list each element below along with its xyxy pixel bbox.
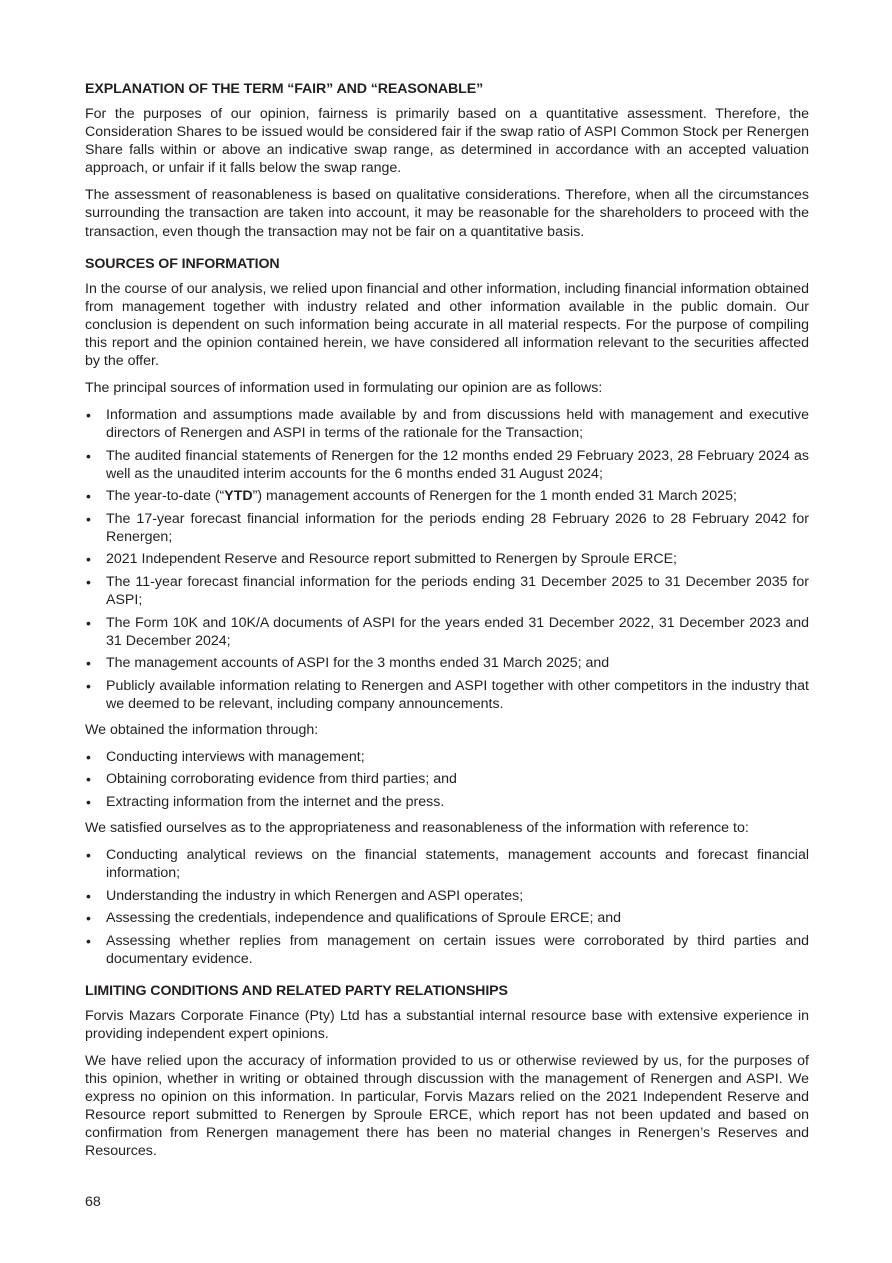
bullet-icon: • [86, 847, 91, 863]
bullet-icon: • [86, 447, 91, 464]
paragraph-reasonableness: The assessment of reasonableness is based on qualitative considerations. Therefore, when all the circumstances surrounding the transaction are taken into account, it may be reasonable for the shareholders to proceed with the transaction, even though the transaction may not be fair on a quantitative basis. [85, 187, 809, 240]
bullet-icon: • [86, 510, 91, 527]
list-item: • Publicly available information relating to Renergen and ASPI together with other competitors in the industry that we deemed to be relevant, including company announcements. [86, 677, 809, 712]
bullet-icon: • [86, 932, 91, 949]
heading-sources-of-information: SOURCES OF INFORMATION [85, 255, 280, 272]
obtained-through-list [85, 748, 809, 811]
bullet-icon: • [86, 407, 91, 424]
list-item: • 2021 Independent Reserve and Resource report submitted to Renergen by Sproule ERCE; [86, 551, 677, 568]
bullet-icon: • [86, 488, 91, 505]
bullet-icon: • [86, 887, 91, 904]
bullet-icon: • [86, 573, 91, 590]
bullet-icon: • [86, 655, 91, 672]
list-item: • The 11-year forecast financial information for the periods ending 31 December 2025 to 31 December 2035 for ASPI; [86, 573, 809, 609]
list-item: • Extracting information from the internet and the press. [86, 793, 445, 810]
list-item: • The 17-year forecast financial information for the periods ending 28 February 2026 to 28 February 2042 for Renergen; [86, 510, 809, 545]
list-item: • The Form 10K and 10K/A documents of ASPI for the years ended 31 December 2022, 31 December 2023 and 31 December 2024; [86, 614, 809, 649]
list-item: • Information and assumptions made available by and from discussions held with management and executive directors of Renergen and ASPI in terms of the rationale for the Transaction; [86, 407, 809, 442]
paragraph-forvis-mazars: Forvis Mazars Corporate Finance (Pty) Ltd has a substantial internal resource base with extensive experience in providing independent expert opinions. [85, 1007, 809, 1042]
bullet-icon: • [86, 677, 91, 694]
document-page [85, 80, 809, 1169]
satisfied-list [85, 846, 809, 968]
list-item: • Understanding the industry in which Renergen and ASPI operates; [86, 887, 524, 904]
paragraph-fairness: For the purposes of our opinion, fairness is primarily based on a quantitative assessment. Therefore, the Consideration Shares to be issued would be considered fair if the swap ratio of ASPI Common Stock per Renergen Share falls within or above an indicative swap range, as determined in accordance with an accepted valuation approach, or unfair if it falls below the swap range. [85, 106, 809, 177]
bullet-icon: • [86, 748, 91, 765]
paragraph-reliance: We have relied upon the accuracy of information provided to us or otherwise reviewed by us, for the purposes of this opinion, whether in writing or obtained through discussion with the management of Renergen and ASPI. We express no opinion on this information. In particular, Forvis Mazars relied on the 2021 Independent Reserve and Resource report submitted to Renergen by Sproule ERCE, which report has not been updated and based on confirmation from Renergen management there has been no material changes in Renergen’s Reserves and Resources. [85, 1052, 809, 1160]
paragraph-sources-intro: In the course of our analysis, we relied upon financial and other information, including financial information obtained from management together with industry related and other information available in the public domain. Our conclusion is dependent on such information being accurate in all material respects. For the purpose of compiling this report and the opinion contained herein, we have considered all information relevant to the securities affected by the offer. [85, 280, 809, 370]
ytd-abbreviation: YTD [224, 488, 253, 505]
list-item: • The year-to-date (“YTD”) management accounts of Renergen for the 1 month ended 31 March 2025; [86, 488, 737, 505]
list-item: • The management accounts of ASPI for the 3 months ended 31 March 2025; and [86, 655, 610, 672]
principal-sources-list [85, 406, 809, 713]
list-item: • Obtaining corroborating evidence from third parties; and [86, 771, 457, 788]
bullet-icon: • [86, 614, 91, 631]
list-item: • Conducting interviews with management; [86, 748, 365, 765]
list-item: • Assessing whether replies from management on certain issues were corroborated by third parties and documentary evidence. [86, 932, 809, 967]
bullet-icon: • [86, 793, 91, 810]
list-item: • Conducting analytical reviews on the financial statements, management accounts and forecast financial information; [86, 847, 809, 882]
paragraph-satisfied: We satisfied ourselves as to the appropriateness and reasonableness of the information with reference to: [85, 819, 749, 836]
bullet-icon: • [86, 551, 91, 568]
page-number: 68 [85, 1194, 101, 1210]
bullet-icon: • [86, 771, 91, 788]
list-item: • Assessing the credentials, independence and qualifications of Sproule ERCE; and [86, 910, 622, 927]
list-item: • The audited financial statements of Renergen for the 12 months ended 29 February 2023, 28 February 2024 as well as the unaudited interim accounts for the 6 months ended 31 August 2024; [86, 447, 809, 482]
bullet-icon: • [86, 910, 91, 927]
heading-fair-reasonable: EXPLANATION OF THE TERM “FAIR” AND “REASONABLE” [85, 81, 484, 97]
paragraph-principal-sources: The principal sources of information used in formulating our opinion are as follows: [85, 380, 603, 397]
heading-limiting-conditions: LIMITING CONDITIONS AND RELATED PARTY RELATIONSHIPS [85, 982, 508, 999]
paragraph-obtained-through: We obtained the information through: [85, 721, 319, 738]
